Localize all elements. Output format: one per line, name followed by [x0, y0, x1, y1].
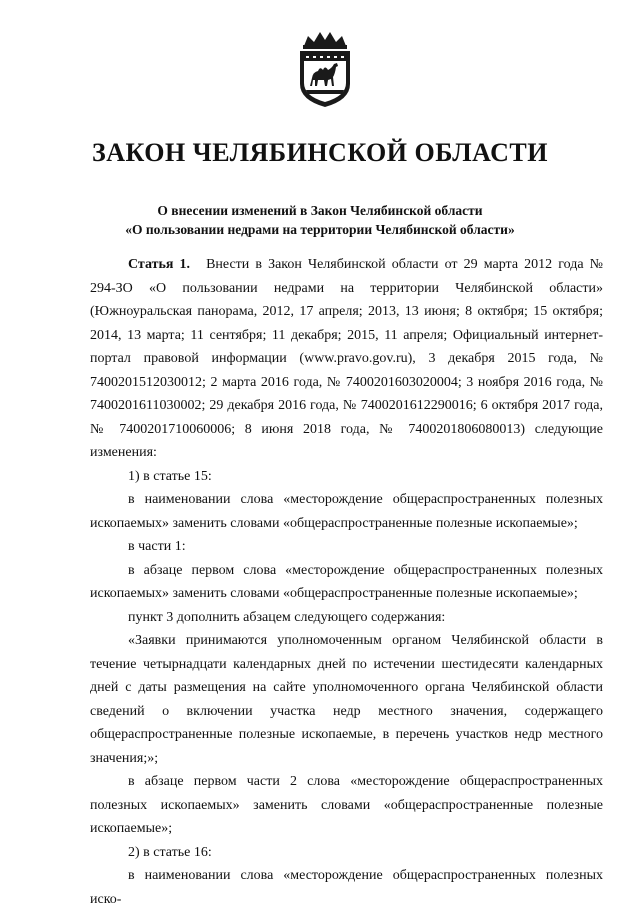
clause-paragraph: в наименовании слова «месторождение общераспространенных полезных ископаемых» заменить словами «общераспространенные полезные ископаемые»;: [90, 492, 603, 531]
clause-paragraph: 1) в статье 15:: [128, 468, 212, 484]
clause-paragraph: в части 1:: [128, 539, 186, 554]
clause-paragraph: в абзаце первом части 2 слова «месторождение общераспространенных полезных ископаемых» заменить словами «общераспространенные полезные ископаемые»;: [90, 774, 603, 836]
article-label: Статья 1.: [128, 257, 191, 272]
clause-paragraph: 2) в статье 16:: [128, 844, 212, 860]
law-body: [90, 253, 603, 911]
law-title: ЗАКОН ЧЕЛЯБИНСКОЙ ОБЛАСТИ: [92, 138, 548, 167]
law-subtitle-line-2: «О пользовании недрами на территории Челябинской области»: [125, 222, 515, 237]
article-1-paragraph: [90, 253, 603, 465]
clause-paragraph: в абзаце первом слова «месторождение общераспространенных полезных ископаемых» заменить словами «общераспространенные полезные ископаемые»;: [90, 562, 603, 601]
clause-paragraph: в наименовании слова «месторождение общераспространенных полезных иско-: [90, 868, 603, 907]
clause-paragraph: «Заявки принимаются уполномоченным органом Челябинской области в течение четырнадцати календарных дней по истечении шестидесяти календарных дней с даты размещения на сайте уполномоченного органа Челябинской области сведений о включении участка недр местного значения, содержащего общераспространенные полезные ископаемые, в перечень участков недр местного значения;»;: [90, 633, 603, 766]
law-subtitle-line-1: О внесении изменений в Закон Челябинской области: [157, 203, 483, 218]
clause-paragraph: пункт 3 дополнить абзацем следующего содержания:: [128, 609, 446, 625]
article-1-text: Внести в Закон Челябинской области от 29 марта 2012 года № 294-ЗО «О пользовании недрами на территории Челябинской области» (Южноуральская панорама, 2012, 17 апреля; 2013, 13 июня; 8 октября; 15 октября; 2014, 13 марта; 11 сентября; 11 декабря; 2015, 11 апреля; Официальный интернет-портал правовой информации (www.pravo.gov.ru), 3 декабря 2015 года, № 7400201512030012; 2 марта 2016 года, № 7400201603020004; 3 ноября 2016 года, № 7400201611030002; 29 декабря 2016 года, № 7400201612290016; 6 октября 2017 года, № 7400201710060006; 8 июня 2018 года, № 7400201806080013) следующие изменения:: [90, 257, 603, 460]
coat-of-arms-icon: [296, 30, 354, 108]
